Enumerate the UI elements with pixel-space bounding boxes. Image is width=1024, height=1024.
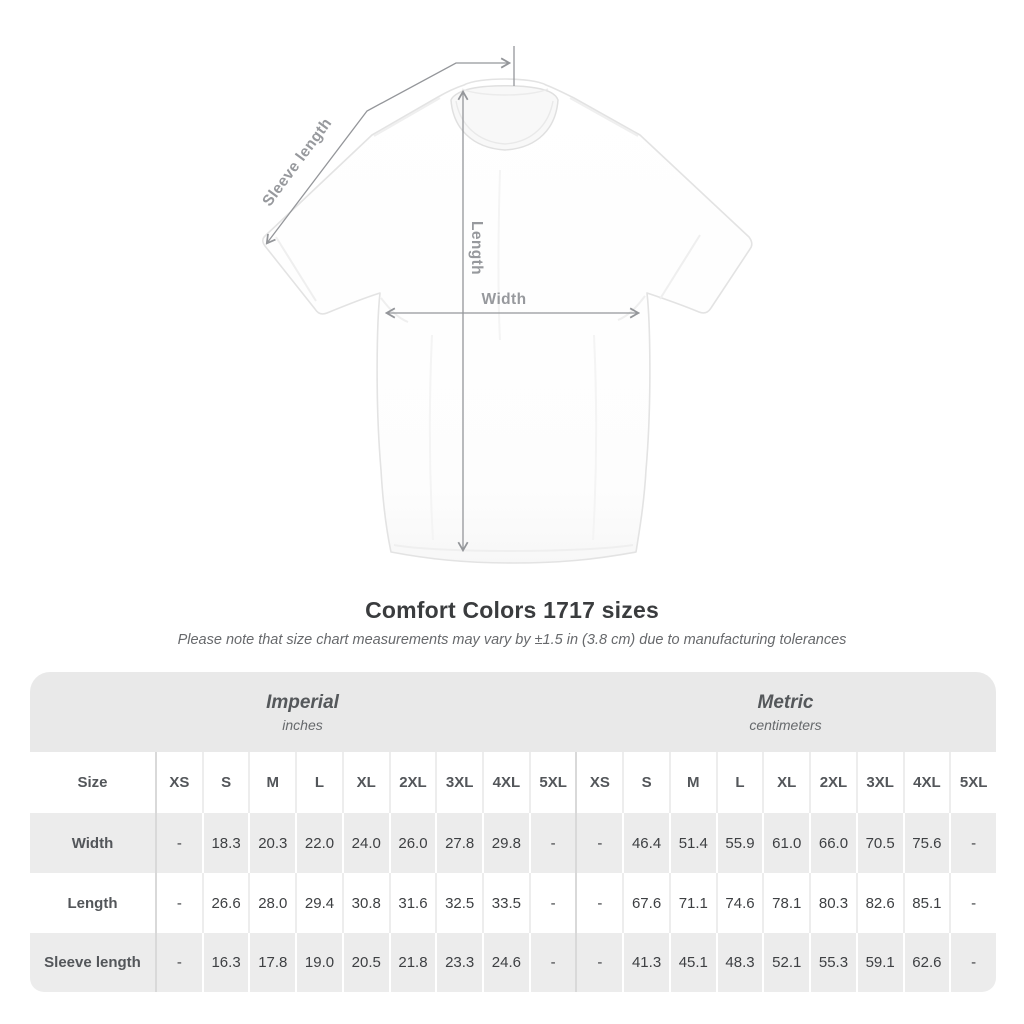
table-cell: 67.6	[622, 873, 669, 933]
size-column-header: S	[622, 752, 669, 813]
size-column-header: M	[669, 752, 716, 813]
table-cell: -	[529, 933, 576, 992]
table-cell: 16.3	[202, 933, 249, 992]
table-header-row	[30, 752, 996, 813]
table-cell: 23.3	[435, 933, 482, 992]
sleeve-length-label: Sleeve length	[259, 115, 336, 210]
size-column-header: M	[248, 752, 295, 813]
table-cell: 41.3	[622, 933, 669, 992]
table-cell: 18.3	[202, 813, 249, 873]
row-label: Sleeve length	[44, 954, 141, 971]
size-column-header: 2XL	[389, 752, 436, 813]
table-cell: 22.0	[295, 813, 342, 873]
size-column-header: XL	[342, 752, 389, 813]
table-cell: 55.9	[716, 813, 763, 873]
table-cell: 51.4	[669, 813, 716, 873]
table-cell: 59.1	[856, 933, 903, 992]
table-cell: 48.3	[716, 933, 763, 992]
unit-header-band	[30, 672, 996, 752]
table-cell: 24.6	[482, 933, 529, 992]
table-cell: -	[949, 813, 996, 873]
table-cell: 31.6	[389, 873, 436, 933]
table-cell: 21.8	[389, 933, 436, 992]
size-column-header: 5XL	[529, 752, 576, 813]
table-cell: 61.0	[762, 813, 809, 873]
size-column-header: 5XL	[949, 752, 996, 813]
size-column-header: S	[202, 752, 249, 813]
size-column-header: XS	[575, 752, 622, 813]
table-cell: 85.1	[903, 873, 950, 933]
table-cell: -	[155, 873, 202, 933]
table-cell: 62.6	[903, 933, 950, 992]
table-cell: 71.1	[669, 873, 716, 933]
table-cell: 55.3	[809, 933, 856, 992]
size-chart-table	[30, 672, 996, 992]
table-row-sleeve-length	[30, 933, 996, 992]
table-cell: 74.6	[716, 873, 763, 933]
table-cell: -	[949, 873, 996, 933]
size-column-header: XS	[155, 752, 202, 813]
table-cell: 20.5	[342, 933, 389, 992]
table-cell: 46.4	[622, 813, 669, 873]
size-column-header: L	[295, 752, 342, 813]
row-label: Length	[67, 894, 118, 912]
table-cell: 32.5	[435, 873, 482, 933]
table-cell: 26.0	[389, 813, 436, 873]
table-row-length	[30, 873, 996, 933]
table-cell: 29.8	[482, 813, 529, 873]
metric-unit: centimeters	[749, 716, 822, 733]
imperial-section-header	[30, 672, 575, 752]
width-label: Width	[481, 291, 527, 308]
table-cell: 80.3	[809, 873, 856, 933]
length-label: Length	[468, 220, 485, 276]
size-column-header: 3XL	[435, 752, 482, 813]
table-cell: 45.1	[669, 933, 716, 992]
page-title: Comfort Colors 1717 sizes	[365, 597, 659, 623]
table-cell: 19.0	[295, 933, 342, 992]
table-cell: -	[575, 933, 622, 992]
size-column-header: XL	[762, 752, 809, 813]
table-cell: -	[155, 813, 202, 873]
table-row-width	[30, 813, 996, 873]
table-cell: -	[575, 873, 622, 933]
metric-label: Metric	[757, 691, 814, 713]
table-cell: -	[529, 873, 576, 933]
table-cell: -	[575, 813, 622, 873]
table-cell: -	[529, 813, 576, 873]
table-cell: 20.3	[248, 813, 295, 873]
table-cell: 52.1	[762, 933, 809, 992]
size-column-header: L	[716, 752, 763, 813]
table-cell: 75.6	[903, 813, 950, 873]
table-cell: 24.0	[342, 813, 389, 873]
size-column-header: 3XL	[856, 752, 903, 813]
table-cell: -	[949, 933, 996, 992]
table-cell: 70.5	[856, 813, 903, 873]
imperial-unit: inches	[282, 716, 323, 733]
table-cell: 17.8	[248, 933, 295, 992]
table-cell: 82.6	[856, 873, 903, 933]
size-column-header: 2XL	[809, 752, 856, 813]
imperial-label: Imperial	[266, 691, 339, 713]
table-cell: 30.8	[342, 873, 389, 933]
row-label: Width	[71, 834, 114, 852]
metric-section-header	[575, 672, 996, 752]
size-header: Size	[77, 774, 108, 791]
table-cell: 29.4	[295, 873, 342, 933]
table-cell: 78.1	[762, 873, 809, 933]
size-column-header: 4XL	[903, 752, 950, 813]
size-column-header: 4XL	[482, 752, 529, 813]
table-cell: -	[155, 933, 202, 992]
table-cell: 66.0	[809, 813, 856, 873]
table-cell: 26.6	[202, 873, 249, 933]
table-cell: 28.0	[248, 873, 295, 933]
table-cell: 33.5	[482, 873, 529, 933]
tolerance-note: Please note that size chart measurements may vary by ±1.5 in (3.8 cm) due to manufacturing tolerances	[177, 632, 847, 648]
table-cell: 27.8	[435, 813, 482, 873]
